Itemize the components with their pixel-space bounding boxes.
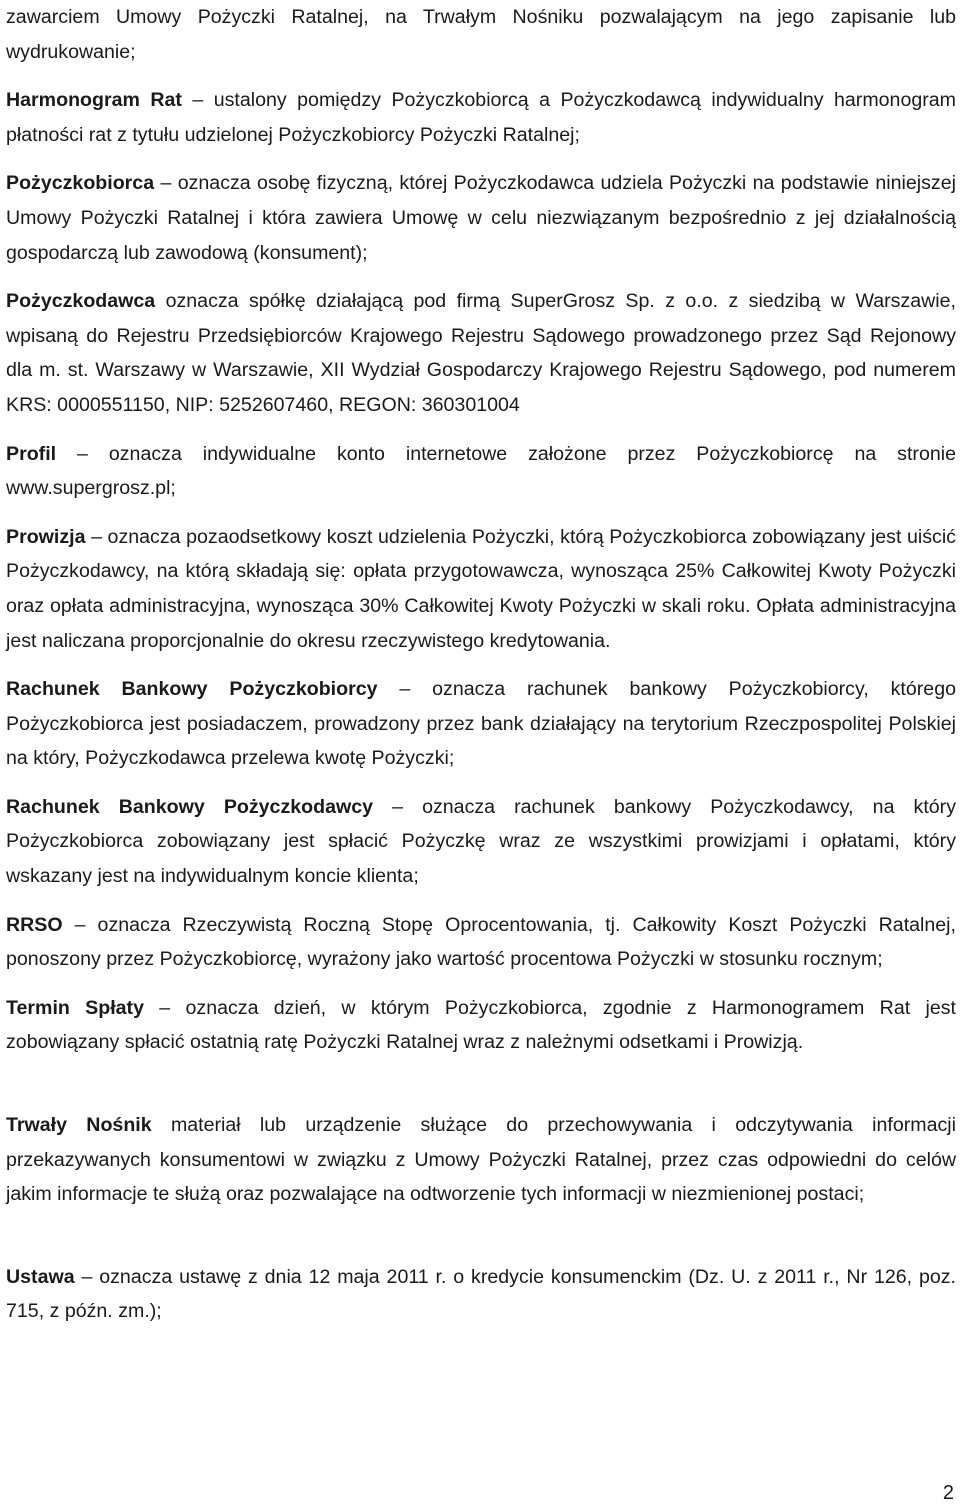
definition-text: oznacza ustawę z dnia 12 maja 2011 r. o kredycie konsumenckim (Dz. U. z 2011 r., Nr 126, poz. 715, z późn. zm.); xyxy=(6,1265,956,1323)
definition-separator: – xyxy=(181,89,214,112)
definition-text: oznacza indywidualne konto internetowe założone przez Pożyczkobiorcę na stronie www.supergrosz.pl; xyxy=(6,442,956,500)
definition-text: oznacza Rzeczywistą Roczną Stopę Oprocentowania, tj. Całkowity Koszt Pożyczki Ratalnej, ponoszony przez Pożyczkobiorcę, wyrażony jako wartość procentowa Pożyczki w stosunku rocznym; xyxy=(6,913,956,971)
page-number: 2 xyxy=(942,1482,954,1504)
definition-separator xyxy=(155,290,165,312)
definition-separator xyxy=(152,1114,171,1136)
definition-term: Profil xyxy=(6,442,57,465)
definition-harmonogram-rat xyxy=(6,83,956,152)
intro-paragraph: zawarciem Umowy Pożyczki Ratalnej, na Trwałym Nośniku pozwalającym na jego zapisanie lub wydrukowanie; xyxy=(6,6,956,63)
definition-pozyczkodawca xyxy=(6,284,956,422)
definition-separator: – xyxy=(143,996,186,1019)
definition-separator: – xyxy=(373,795,423,818)
definition-ustawa xyxy=(6,1260,956,1329)
definition-trwaly-nosnik xyxy=(6,1108,956,1212)
definition-separator: – xyxy=(56,442,109,465)
definition-rrso xyxy=(6,908,956,977)
definition-term: Trwały Nośnik xyxy=(6,1114,152,1137)
definition-separator: – xyxy=(74,1265,100,1288)
document-page xyxy=(6,0,956,1343)
definition-term: Rachunek Bankowy Pożyczkobiorcy xyxy=(6,678,378,701)
definition-term: Termin Spłaty xyxy=(6,996,144,1019)
definition-text: oznacza rachunek bankowy Pożyczkobiorcy, którego Pożyczkobiorca jest posiadaczem, prowadzony przez bank działający na terytorium Rzeczpospolitej Polskiej na który, Pożyczkodawca przelewa kwotę Pożyczki; xyxy=(6,678,956,770)
definition-termin-splaty xyxy=(6,991,956,1060)
definition-term: Ustawa xyxy=(6,1265,75,1288)
definition-term: Rachunek Bankowy Pożyczkodawcy xyxy=(6,795,374,818)
definition-rachunek-pozyczkobiorcy xyxy=(6,672,956,776)
definition-term: Pożyczkodawca xyxy=(6,290,156,313)
definition-term: Prowizja xyxy=(6,525,86,548)
definition-text: oznacza pozaodsetkowy koszt udzielenia Pożyczki, którą Pożyczkobiorca zobowiązany jest uiścić Pożyczkodawcy, na którą składają się: opłata przygotowawcza, wynosząca 25% Całkowitej Kwoty Pożyczki oraz opłata administracyjna, wynosząca 30% Całkowitej Kwoty Pożyczki w skali roku. Opłata administracyjna jest naliczana proporcjonalnie do okresu rzeczywistego kredytowania. xyxy=(6,525,956,652)
definition-pozyczkobiorca xyxy=(6,166,956,270)
definition-profil xyxy=(6,437,956,506)
definitions-list xyxy=(6,83,956,1329)
definition-text: ustalony pomiędzy Pożyczkobiorcą a Pożyczkodawcą indywidualny harmonogram płatności rat z tytułu udzielonej Pożyczkobiorcy Pożyczki Ratalnej; xyxy=(6,89,956,146)
definition-term: Pożyczkobiorca xyxy=(6,172,155,195)
definition-rachunek-pozyczkodawcy xyxy=(6,790,956,894)
definition-text: oznacza spółkę działającą pod firmą SuperGrosz Sp. z o.o. z siedzibą w Warszawie, wpisaną do Rejestru Przedsiębiorców Krajowego Rejestru Sądowego prowadzonego przez Sąd Rejonowy dla m. st. Warszawy w Warszawie, XII Wydział Gospodarczy Krajowego Rejestru Sądowego, pod numerem KRS: 0000551150, NIP: 5252607460, REGON: 360301004 xyxy=(6,290,956,416)
definition-text: oznacza rachunek bankowy Pożyczkodawcy, na który Pożyczkobiorca zobowiązany jest spłacić Pożyczkę wraz ze wszystkimi prowizjami i opłatami, który wskazany jest na indywidualnym koncie klienta; xyxy=(6,795,957,888)
definition-separator: – xyxy=(62,913,98,936)
definition-text: oznacza dzień, w którym Pożyczkobiorca, zgodnie z Harmonogramem Rat jest zobowiązany spłacić ostatnią ratę Pożyczki Ratalnej wraz z należnymi odsetkami i Prowizją. xyxy=(6,996,956,1054)
definition-prowizja xyxy=(6,520,956,658)
definition-text: materiał lub urządzenie służące do przechowywania i odczytywania informacji przekazywanych konsumentowi w związku z Umowy Pożyczki Ratalnej, przez czas odpowiedni do celów jakim informacje te służą oraz pozwalające na odtworzenie tych informacji w niezmienionej postaci; xyxy=(6,1114,956,1206)
definition-separator: – xyxy=(154,172,178,195)
definition-separator: – xyxy=(377,678,433,701)
definition-term: Harmonogram Rat xyxy=(6,89,182,112)
definition-term: RRSO xyxy=(6,913,63,936)
definition-text: oznacza osobę fizyczną, której Pożyczkodawca udziela Pożyczki na podstawie niniejszej Umowy Pożyczki Ratalnej i która zawiera Umowę w celu niezwiązanym bezpośrednio z jej działalnością gospodarczą lub zawodową (konsument); xyxy=(6,172,956,264)
definition-separator: – xyxy=(85,525,108,548)
